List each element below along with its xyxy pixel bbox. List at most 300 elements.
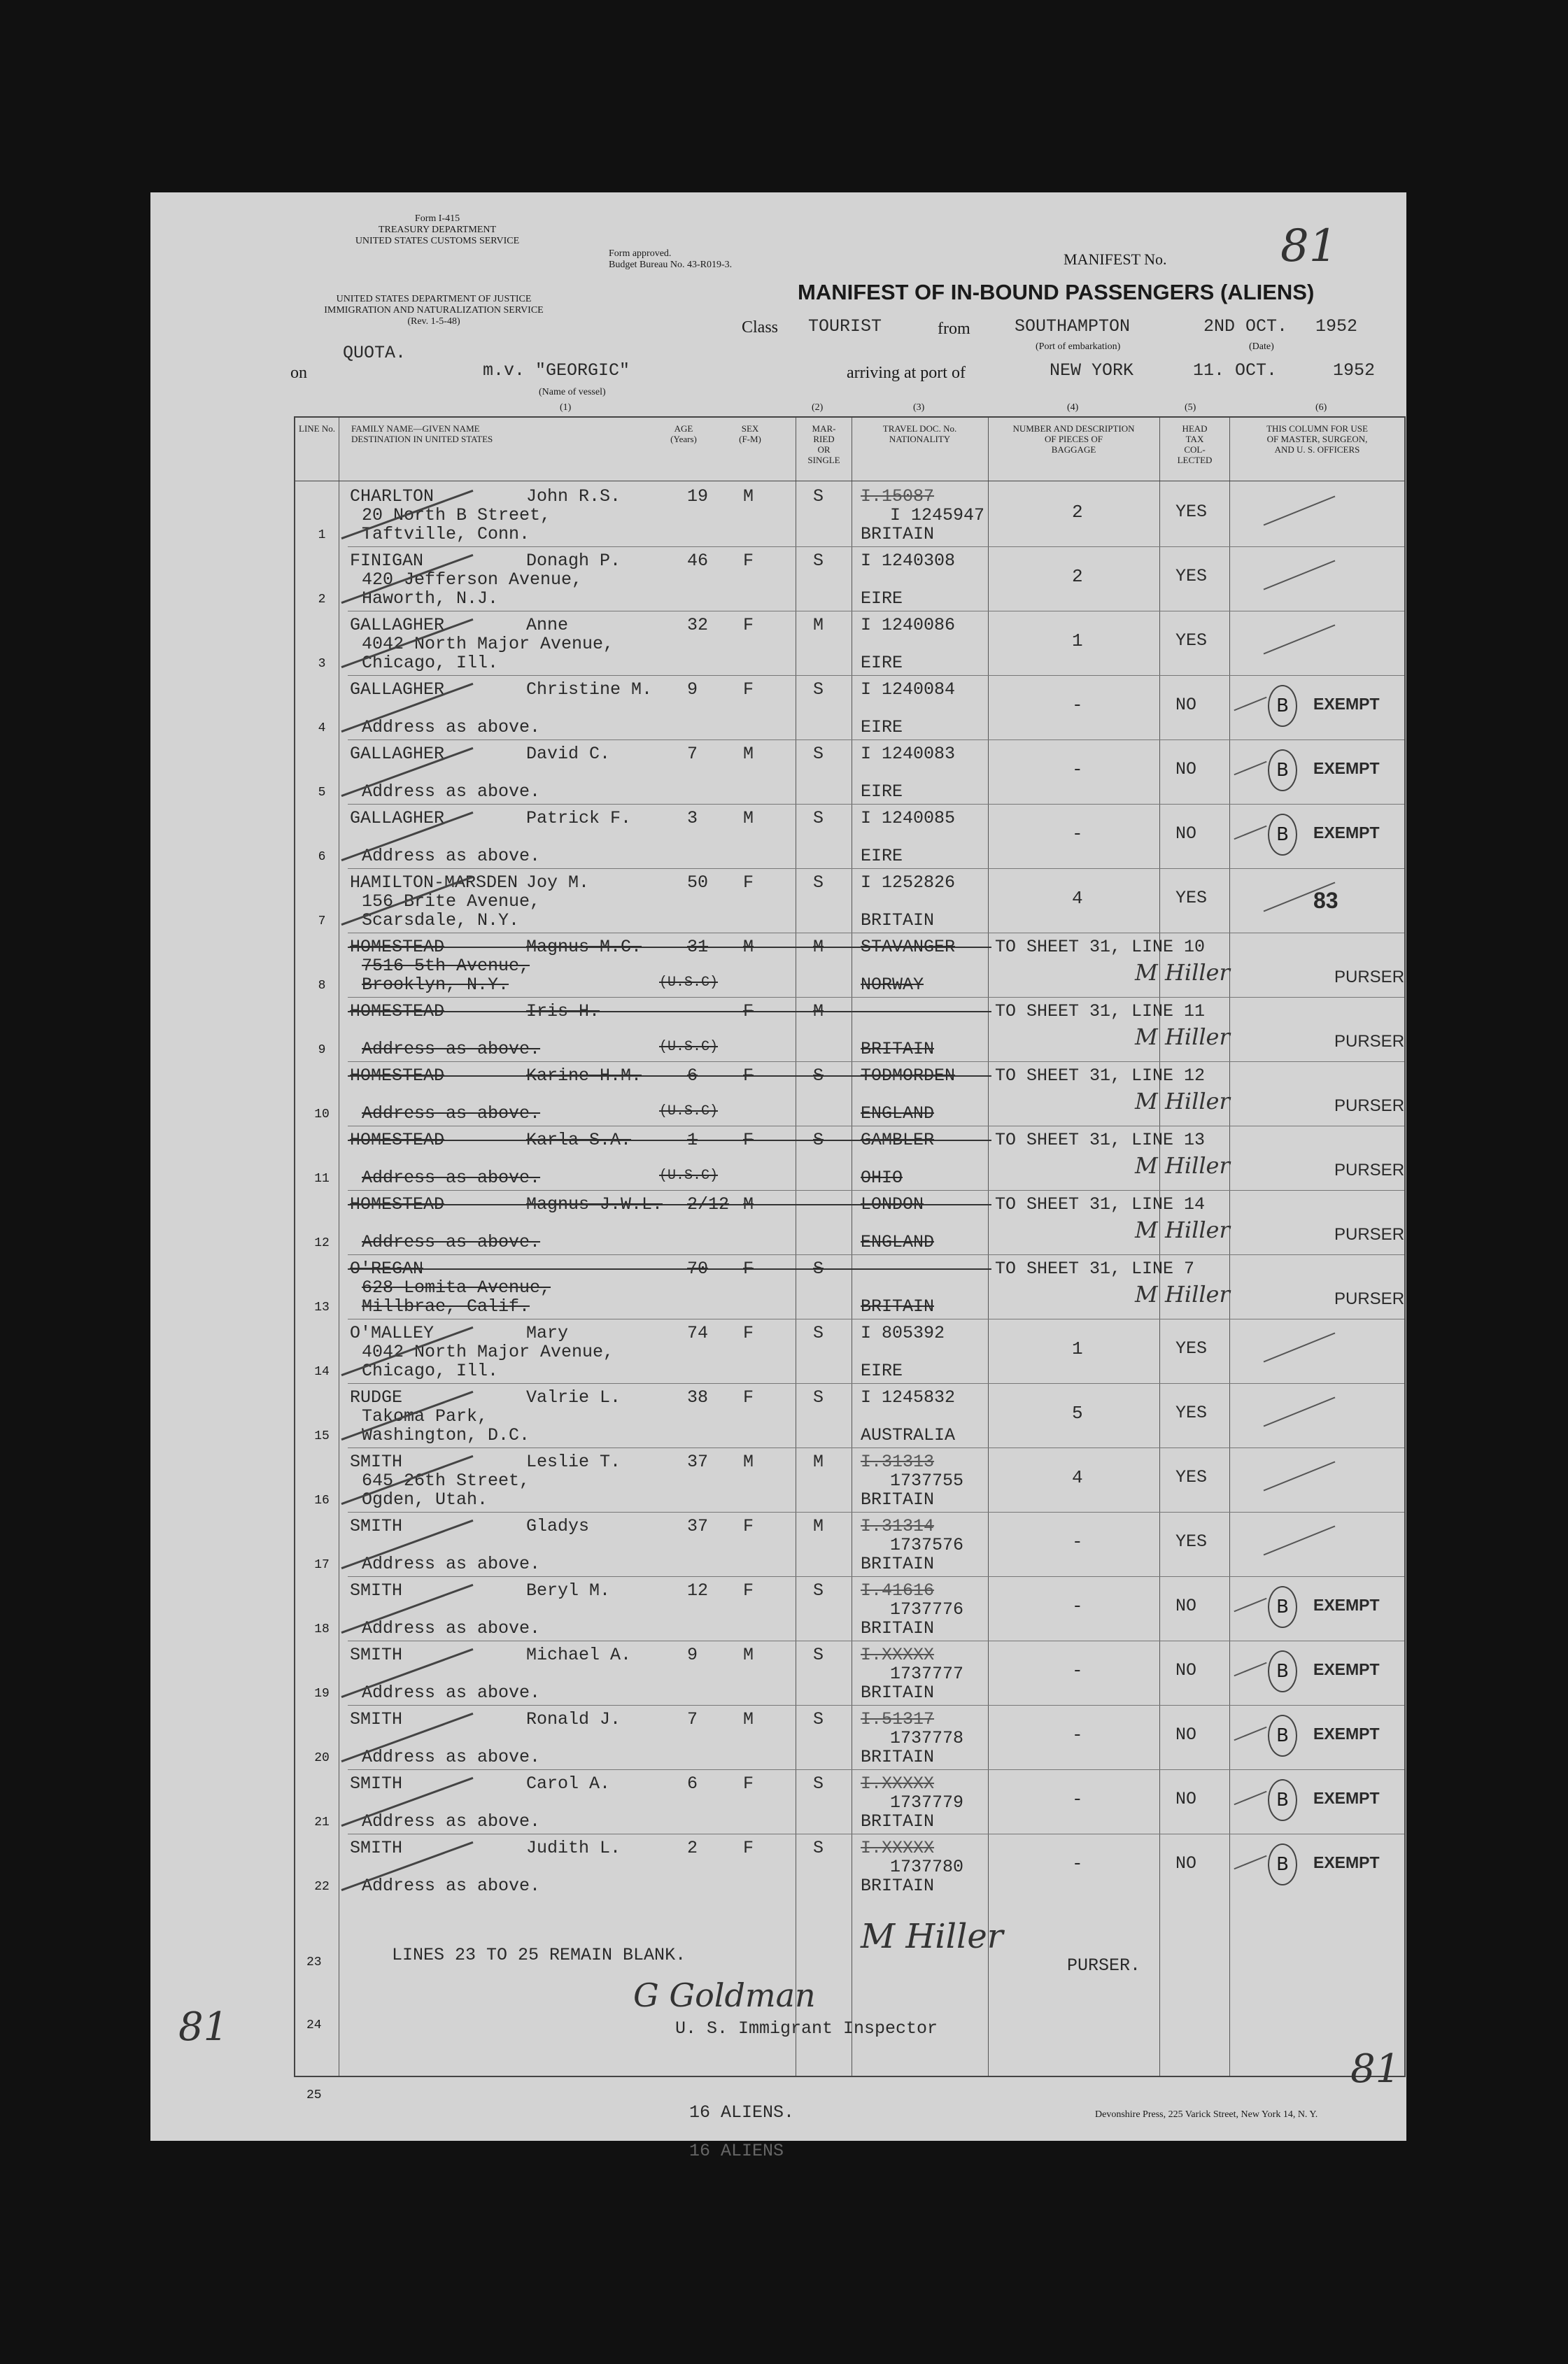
check-mark xyxy=(1234,761,1266,776)
line-number: 22 xyxy=(314,1880,330,1894)
purser-note: PURSER xyxy=(1334,1096,1405,1115)
purser-signature-mark: M Hiller xyxy=(861,1917,1003,1956)
check-mark xyxy=(1234,1855,1266,1870)
row-divider xyxy=(348,1769,1404,1770)
margin-note: 81 xyxy=(178,2004,229,2050)
travel-doc-crossed: I.XXXXX xyxy=(861,1774,935,1794)
nationality: BRITAIN xyxy=(861,1039,935,1059)
address-line: 7516 5th Avenue, xyxy=(362,956,530,976)
nationality: EIRE xyxy=(861,588,903,609)
head-tax: NO xyxy=(1175,1789,1197,1809)
marital-status: M xyxy=(813,615,824,635)
travel-doc-crossed: I.XXXXX xyxy=(861,1838,935,1858)
table-row xyxy=(295,1512,1404,1577)
surname: O'REGAN xyxy=(350,1259,424,1279)
baggage-count: 1 xyxy=(1072,1338,1083,1359)
baggage-count: 5 xyxy=(1072,1403,1083,1424)
given-name: Beryl M. xyxy=(526,1580,611,1601)
address-line: Address as above. xyxy=(362,1747,541,1767)
check-mark xyxy=(1264,560,1336,590)
travel-doc: 1737780 xyxy=(890,1857,964,1877)
table-row xyxy=(295,1254,1404,1319)
purser-initials-mark: M Hiller xyxy=(1135,1281,1230,1308)
strike-rule xyxy=(348,1204,991,1205)
marital-status: S xyxy=(813,1066,824,1086)
address-line: Address as above. xyxy=(362,1103,541,1124)
citizen-mark: (U.S.C) xyxy=(659,1103,719,1119)
strike-rule xyxy=(348,1075,991,1077)
justice-line: UNITED STATES DEPARTMENT OF JUSTICE xyxy=(336,294,532,304)
row-divider xyxy=(348,1512,1404,1513)
officer-note: EXEMPT xyxy=(1313,695,1380,713)
b-circle-mark: B xyxy=(1268,749,1297,791)
line-number: 20 xyxy=(314,1751,330,1765)
check-mark xyxy=(1234,1662,1266,1677)
from-value: SOUTHAMPTON xyxy=(1015,316,1131,337)
sex: F xyxy=(743,1838,754,1858)
row-divider xyxy=(348,739,1404,740)
baggage-transfer: TO SHEET 31, LINE 7 xyxy=(995,1259,1195,1279)
officer-note: EXEMPT xyxy=(1313,1853,1380,1871)
surname: HOMESTEAD xyxy=(350,1130,445,1150)
address-line: Address as above. xyxy=(362,1554,541,1574)
row-number: 23 xyxy=(306,1955,322,1969)
sex: M xyxy=(743,1709,754,1729)
surname: SMITH xyxy=(350,1709,403,1729)
purser-note: PURSER xyxy=(1334,1225,1405,1244)
surname: RUDGE xyxy=(350,1387,403,1408)
address-line: Taftville, Conn. xyxy=(362,524,530,544)
sex: M xyxy=(743,808,754,828)
check-mark xyxy=(1264,1525,1336,1555)
check-mark xyxy=(1234,826,1266,840)
nationality: ENGLAND xyxy=(861,1103,935,1124)
given-name: Magnus M.C. xyxy=(526,937,642,957)
nationality: BRITAIN xyxy=(861,1747,935,1767)
inspector-signature-mark: G Goldman xyxy=(633,1976,816,2014)
surname: FINIGAN xyxy=(350,551,424,571)
sex: M xyxy=(743,486,754,507)
nationality: BRITAIN xyxy=(861,524,935,544)
surname: HOMESTEAD xyxy=(350,937,445,957)
vessel-name: m.v. "GEORGIC" xyxy=(483,360,630,381)
head-tax: YES xyxy=(1175,1403,1208,1423)
b-circle-mark: B xyxy=(1268,685,1297,727)
surname: O'MALLEY xyxy=(350,1323,435,1343)
page-title: MANIFEST OF IN-BOUND PASSENGERS (ALIENS) xyxy=(798,280,1315,304)
address-line: Address as above. xyxy=(362,1811,541,1832)
baggage-transfer: TO SHEET 31, LINE 12 xyxy=(995,1066,1206,1086)
surname: HOMESTEAD xyxy=(350,1066,445,1086)
travel-doc: I 1240084 xyxy=(861,679,956,700)
page-note: 81 xyxy=(1350,2046,1401,2092)
column-number: (6) xyxy=(1315,402,1327,413)
table-row xyxy=(295,739,1404,805)
age: 46 xyxy=(687,551,709,571)
officer-note: EXEMPT xyxy=(1313,759,1380,777)
baggage-count: - xyxy=(1072,695,1083,716)
approval-block xyxy=(609,248,732,271)
age: 37 xyxy=(687,1516,709,1536)
class-label: Class xyxy=(742,318,779,337)
travel-doc: STAVANGER xyxy=(861,937,956,957)
address-line: Address as above. xyxy=(362,1683,541,1703)
line-number: 2 xyxy=(318,593,326,607)
row-divider xyxy=(348,546,1404,547)
baggage-transfer: TO SHEET 31, LINE 10 xyxy=(995,937,1206,957)
given-name: Christine M. xyxy=(526,679,653,700)
row-divider xyxy=(348,1576,1404,1577)
arrival-port: NEW YORK xyxy=(1050,360,1134,381)
travel-doc: 1737779 xyxy=(890,1792,964,1813)
travel-doc: GAMBLER xyxy=(861,1130,935,1150)
table-row xyxy=(295,1834,1404,1899)
nationality: OHIO xyxy=(861,1168,903,1188)
head-tax: YES xyxy=(1175,1531,1208,1552)
purser-initials-mark: M Hiller xyxy=(1135,1088,1230,1114)
given-name: John R.S. xyxy=(526,486,621,507)
given-name: Patrick F. xyxy=(526,808,632,828)
sex: M xyxy=(743,1452,754,1472)
sex: F xyxy=(743,1516,754,1536)
purser-note: PURSER xyxy=(1334,968,1405,986)
head-tax: YES xyxy=(1175,888,1208,908)
check-mark xyxy=(1234,1727,1266,1741)
surname: SMITH xyxy=(350,1580,403,1601)
address-line: Chicago, Ill. xyxy=(362,1361,499,1381)
head-tax: NO xyxy=(1175,1660,1197,1680)
line-number: 4 xyxy=(318,721,326,735)
justice-line: (Rev. 1-5-48) xyxy=(407,316,460,327)
check-mark xyxy=(1264,624,1336,654)
age: 31 xyxy=(687,937,709,957)
address-line: Address as above. xyxy=(362,1168,541,1188)
vessel-caption: (Name of vessel) xyxy=(539,387,606,397)
baggage-count: - xyxy=(1072,759,1083,780)
officer-note: EXEMPT xyxy=(1313,1725,1380,1743)
surname: SMITH xyxy=(350,1774,403,1794)
arrival-year: 1952 xyxy=(1333,360,1376,381)
nationality: EIRE xyxy=(861,717,903,737)
baggage-count: 2 xyxy=(1072,502,1083,523)
table-row xyxy=(295,1126,1404,1191)
nationality: ENGLAND xyxy=(861,1232,935,1252)
table-row xyxy=(295,611,1404,676)
check-mark xyxy=(1264,1461,1336,1491)
column-number: (3) xyxy=(913,402,925,413)
table-row xyxy=(295,482,1404,547)
b-circle-mark: B xyxy=(1268,1715,1297,1757)
nationality: BRITAIN xyxy=(861,1296,935,1317)
embark-caption: (Port of embarkation) xyxy=(1036,341,1121,352)
address-line: Address as above. xyxy=(362,1618,541,1638)
strike-rule xyxy=(348,1268,991,1270)
nationality: EIRE xyxy=(861,1361,903,1381)
aliens-count: 16 ALIENS. xyxy=(689,2102,795,2123)
passenger-table xyxy=(294,416,1406,2077)
table-row xyxy=(295,1061,1404,1126)
nationality: BRITAIN xyxy=(861,1876,935,1896)
nationality: EIRE xyxy=(861,781,903,802)
travel-doc-crossed: I.15087 xyxy=(861,486,935,507)
age: 3 xyxy=(687,808,698,828)
head-tax: YES xyxy=(1175,566,1208,586)
officer-note: EXEMPT xyxy=(1313,1596,1380,1614)
travel-doc-crossed: I.41616 xyxy=(861,1580,935,1601)
address-line: 645 26th Street, xyxy=(362,1471,530,1491)
nationality: AUSTRALIA xyxy=(861,1425,956,1445)
travel-doc-crossed: I.31313 xyxy=(861,1452,935,1472)
marital-status: S xyxy=(813,551,824,571)
sex: F xyxy=(743,1323,754,1343)
address-line: Address as above. xyxy=(362,1232,541,1252)
address-line: Address as above. xyxy=(362,717,541,737)
head-tax: NO xyxy=(1175,759,1197,779)
marital-status: S xyxy=(813,808,824,828)
row-divider xyxy=(348,1061,1404,1062)
marital-status: S xyxy=(813,1645,824,1665)
given-name: Anne xyxy=(526,615,569,635)
baggage-count: - xyxy=(1072,1853,1083,1874)
citizen-mark: (U.S.C) xyxy=(659,1039,719,1055)
baggage-count: 1 xyxy=(1072,630,1083,651)
address-line: 20 North B Street, xyxy=(362,505,551,525)
nationality: BRITAIN xyxy=(861,1811,935,1832)
b-circle-mark: B xyxy=(1268,814,1297,856)
baggage-count: - xyxy=(1072,1789,1083,1810)
marital-status: S xyxy=(813,1387,824,1408)
class-value: TOURIST xyxy=(808,316,882,337)
line-number: 7 xyxy=(318,914,326,928)
travel-doc: I 1240086 xyxy=(861,615,956,635)
age: 38 xyxy=(687,1387,709,1408)
table-row xyxy=(295,675,1404,740)
marital-status: S xyxy=(813,1323,824,1343)
travel-doc: I 1240085 xyxy=(861,808,956,828)
col-head-baggage: NUMBER AND DESCRIPTION OF PIECES OF BAGGAGE xyxy=(1012,423,1135,455)
surname: SMITH xyxy=(350,1452,403,1472)
travel-doc: I 1252826 xyxy=(861,872,956,893)
purser-note: PURSER xyxy=(1334,1289,1405,1308)
manifest-no-value: 81 xyxy=(1280,220,1338,272)
age: 6 xyxy=(687,1066,698,1086)
address-line: Millbrae, Calif. xyxy=(362,1296,530,1317)
given-name: David C. xyxy=(526,744,611,764)
nationality: BRITAIN xyxy=(861,910,935,930)
head-tax: NO xyxy=(1175,695,1197,715)
table-row xyxy=(295,804,1404,869)
travel-doc: 1737755 xyxy=(890,1471,964,1491)
age: 1 xyxy=(687,1130,698,1150)
inspector-label: U. S. Immigrant Inspector xyxy=(675,2018,938,2039)
nationality: BRITAIN xyxy=(861,1554,935,1574)
head-tax: NO xyxy=(1175,823,1197,844)
table-row xyxy=(295,1319,1404,1384)
justice-line: IMMIGRATION AND NATURALIZATION SERVICE xyxy=(324,305,544,316)
given-name: Judith L. xyxy=(526,1838,621,1858)
b-circle-mark: B xyxy=(1268,1586,1297,1628)
col-head-line-no: LINE No. xyxy=(299,423,335,434)
travel-doc: I 1245947 xyxy=(890,505,985,525)
line-number: 12 xyxy=(314,1236,330,1250)
row-divider xyxy=(348,804,1404,805)
marital-status: S xyxy=(813,744,824,764)
given-name: Carol A. xyxy=(526,1774,611,1794)
table-row xyxy=(295,1641,1404,1706)
nationality: BRITAIN xyxy=(861,1489,935,1510)
sex: F xyxy=(743,1130,754,1150)
purser-note: PURSER xyxy=(1334,1161,1405,1180)
purser-initials-mark: M Hiller xyxy=(1135,959,1230,986)
baggage-count: - xyxy=(1072,1596,1083,1617)
table-row xyxy=(295,1769,1404,1834)
check-mark xyxy=(1234,1791,1266,1806)
table-row xyxy=(295,1190,1404,1255)
row-divider xyxy=(348,997,1404,998)
baggage-count: - xyxy=(1072,1531,1083,1552)
surname: CHARLTON xyxy=(350,486,435,507)
surname: GALLAGHER xyxy=(350,808,445,828)
surname: SMITH xyxy=(350,1645,403,1665)
address-line: Takoma Park, xyxy=(362,1406,488,1427)
from-year: 1952 xyxy=(1315,316,1358,337)
line-number: 1 xyxy=(318,528,326,542)
officer-note: EXEMPT xyxy=(1313,823,1380,842)
row-divider xyxy=(348,1705,1404,1706)
check-mark xyxy=(1264,495,1336,525)
nationality: EIRE xyxy=(861,653,903,673)
age: 7 xyxy=(687,1709,698,1729)
given-name: Gladys xyxy=(526,1516,590,1536)
marital-status: M xyxy=(813,1001,824,1021)
age: 50 xyxy=(687,872,709,893)
b-circle-mark: B xyxy=(1268,1650,1297,1692)
nationality: BRITAIN xyxy=(861,1618,935,1638)
line-number: 10 xyxy=(314,1107,330,1121)
approval-line: Form approved. xyxy=(609,248,672,259)
on-label: on xyxy=(290,364,307,382)
travel-doc: I 805392 xyxy=(861,1323,945,1343)
col-head-travel-doc: TRAVEL DOC. No. NATIONALITY xyxy=(882,423,957,444)
row-divider xyxy=(348,1190,1404,1191)
blank-lines-note: LINES 23 TO 25 REMAIN BLANK. xyxy=(392,1945,686,1965)
strike-rule xyxy=(348,947,991,948)
nationality: NORWAY xyxy=(861,975,924,995)
col-head-age: AGE (Years) xyxy=(670,423,697,444)
from-label: from xyxy=(938,320,970,338)
baggage-transfer: TO SHEET 31, LINE 11 xyxy=(995,1001,1206,1021)
marital-status: S xyxy=(813,679,824,700)
age: 6 xyxy=(687,1774,698,1794)
check-mark xyxy=(1264,1396,1336,1427)
head-tax: NO xyxy=(1175,1725,1197,1745)
travel-doc: 1737777 xyxy=(890,1664,964,1684)
press-imprint: Devonshire Press, 225 Varick Street, New York 14, N. Y. xyxy=(1095,2109,1318,2120)
address-line: Address as above. xyxy=(362,781,541,802)
line-number: 6 xyxy=(318,850,326,864)
officer-note: EXEMPT xyxy=(1313,1789,1380,1807)
table-row xyxy=(295,1448,1404,1513)
travel-doc: I 1245832 xyxy=(861,1387,956,1408)
travel-doc: TODMORDEN xyxy=(861,1066,956,1086)
purser-initials-mark: M Hiller xyxy=(1135,1217,1230,1243)
age: 9 xyxy=(687,679,698,700)
citizen-mark: (U.S.C) xyxy=(659,1168,719,1184)
baggage-count: - xyxy=(1072,1725,1083,1746)
table-row xyxy=(295,1705,1404,1770)
travel-doc: I 1240083 xyxy=(861,744,956,764)
head-tax: YES xyxy=(1175,502,1208,522)
line-number: 21 xyxy=(314,1816,330,1829)
surname: GALLAGHER xyxy=(350,744,445,764)
sex: F xyxy=(743,872,754,893)
marital-status: M xyxy=(813,1516,824,1536)
table-row xyxy=(295,1576,1404,1641)
row-number: 24 xyxy=(306,2018,322,2032)
surname: SMITH xyxy=(350,1838,403,1858)
marital-status: S xyxy=(813,1259,824,1279)
b-circle-mark: B xyxy=(1268,1779,1297,1821)
travel-doc: 1737778 xyxy=(890,1728,964,1748)
line-number: 16 xyxy=(314,1494,330,1508)
travel-doc: 1737776 xyxy=(890,1599,964,1620)
column-number: (2) xyxy=(812,402,824,413)
line-number: 19 xyxy=(314,1687,330,1701)
travel-doc-crossed: I.XXXXX xyxy=(861,1645,935,1665)
row-divider xyxy=(348,868,1404,869)
aliens-count-faded: 16 ALIENS xyxy=(689,2141,784,2161)
surname: GALLAGHER xyxy=(350,615,445,635)
check-mark xyxy=(1234,1598,1266,1613)
table-row xyxy=(295,933,1404,998)
marital-status: M xyxy=(813,937,824,957)
baggage-count: 4 xyxy=(1072,888,1083,909)
baggage-count: 2 xyxy=(1072,566,1083,587)
line-number: 11 xyxy=(314,1172,330,1186)
age: 7 xyxy=(687,744,698,764)
sex: M xyxy=(743,1194,754,1215)
table-row xyxy=(295,997,1404,1062)
line-number: 5 xyxy=(318,786,326,800)
check-mark xyxy=(1234,697,1266,712)
travel-doc: I 1240308 xyxy=(861,551,956,571)
date-caption: (Date) xyxy=(1249,341,1274,352)
given-name: Mary xyxy=(526,1323,569,1343)
marital-status: S xyxy=(813,872,824,893)
head-tax: NO xyxy=(1175,1853,1197,1874)
officer-note: 83 xyxy=(1313,888,1339,913)
age: 70 xyxy=(687,1259,709,1279)
citizen-mark: (U.S.C) xyxy=(659,975,719,991)
line-number: 18 xyxy=(314,1622,330,1636)
form-line: TREASURY DEPARTMENT xyxy=(378,225,497,235)
check-mark xyxy=(1264,1332,1336,1362)
address-line: 4042 North Major Avenue, xyxy=(362,634,614,654)
sex: F xyxy=(743,615,754,635)
row-number: 25 xyxy=(306,2088,322,2102)
surname: HOMESTEAD xyxy=(350,1194,445,1215)
row-divider xyxy=(348,1383,1404,1384)
given-name: Karla S.A. xyxy=(526,1130,632,1150)
surname: SMITH xyxy=(350,1516,403,1536)
col-head-name: FAMILY NAME—GIVEN NAME DESTINATION IN UNITED STATES xyxy=(351,423,493,444)
column-number: (4) xyxy=(1067,402,1079,413)
marital-status: S xyxy=(813,1774,824,1794)
address-line: Address as above. xyxy=(362,846,541,866)
nationality: BRITAIN xyxy=(861,1683,935,1703)
sex: F xyxy=(743,1774,754,1794)
b-circle-mark: B xyxy=(1268,1843,1297,1885)
